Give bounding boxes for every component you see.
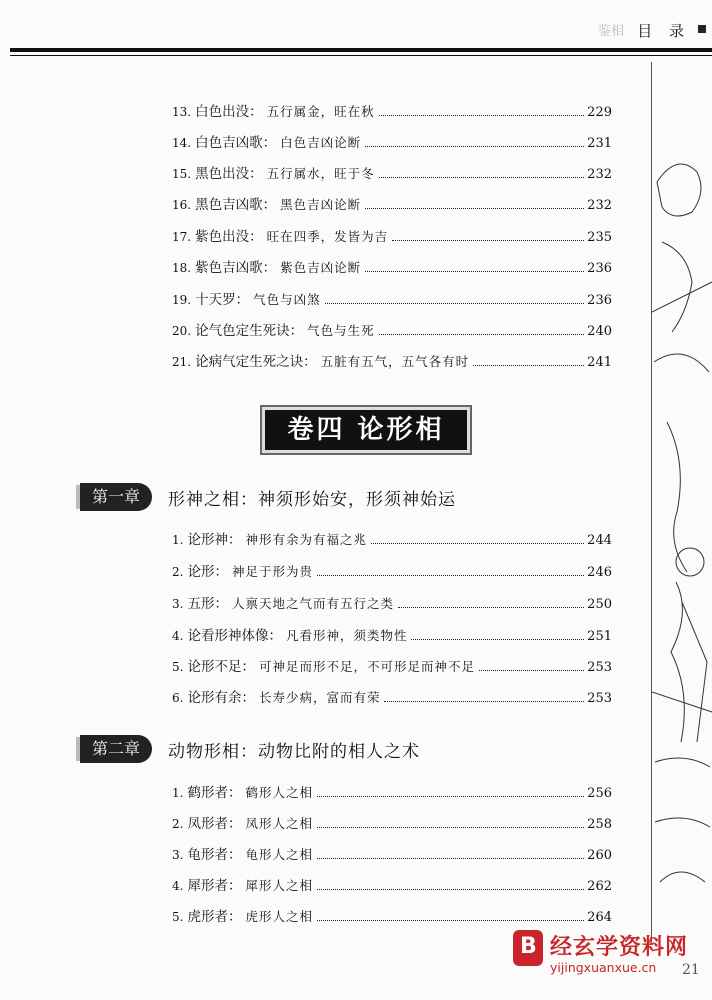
toc-number: 3. [172,848,184,862]
chapter-title: 形神之相：神须形始安，形须神始运 [168,489,456,510]
toc-subtitle: 龟形人之相 [245,847,313,862]
site-name[interactable]: 经玄学资料网 [550,935,689,960]
toc-page: 260 [587,848,612,863]
toc-entry[interactable] [172,560,612,580]
toc-subtitle: 犀形人之相 [245,878,313,893]
leader-dots [365,207,584,209]
toc-page: 258 [587,817,612,832]
toc-number: 18. [172,261,192,275]
toc-page: 236 [587,293,612,308]
toc-title: 鹤形者： [187,785,242,801]
toc-page: 246 [587,565,612,580]
leader-dots [411,638,584,640]
toc-number: 5. [172,660,184,674]
leader-dots [473,364,584,366]
toc-entry[interactable] [172,655,612,675]
toc-title: 五形： [187,596,228,612]
toc-entry[interactable] [172,319,612,339]
header-square-icon [698,25,706,33]
toc-subtitle: 神足于形为贵 [231,564,313,579]
toc-number: 13. [172,105,192,119]
toc-entry[interactable] [172,624,612,644]
toc-page: 251 [587,629,612,644]
toc-entry[interactable] [172,686,612,706]
top-rule-thin [10,55,712,56]
toc-page: 256 [587,786,612,801]
toc-entry[interactable] [172,162,612,182]
toc-page: 235 [587,230,612,245]
toc-subtitle: 旺在四季，发皆为吉 [266,229,389,244]
toc-entry[interactable] [172,812,612,832]
leader-dots [371,542,584,544]
toc-title: 紫色出没： [195,229,263,245]
toc-entry[interactable] [172,225,612,245]
leader-dots [379,333,585,335]
toc-entry[interactable] [172,193,612,213]
leader-dots [384,700,584,702]
toc-title: 犀形者： [187,878,242,894]
toc-entry[interactable] [172,131,612,151]
toc-number: 15. [172,167,192,181]
toc-subtitle: 紫色吉凶论断 [280,260,362,275]
leader-dots [317,919,584,921]
toc-page: 264 [587,910,612,925]
toc-entry[interactable] [172,528,612,548]
toc-entry[interactable] [172,905,612,925]
leader-dots [317,795,584,797]
leader-dots [365,145,584,147]
toc-title: 黑色出没： [195,166,263,182]
toc-title: 白色吉凶歌： [195,135,277,151]
chapter-badge: 第二章 [80,735,152,763]
leader-dots [398,606,584,608]
toc-entry[interactable] [172,256,612,276]
leader-dots [392,239,584,241]
leader-dots [317,888,584,890]
toc-number: 1. [172,786,184,800]
toc-subtitle: 鹤形人之相 [245,785,313,800]
toc-subtitle: 五行属金，旺在秋 [266,104,375,119]
toc-entry[interactable] [172,592,612,612]
toc-subtitle: 气色与生死 [307,323,375,338]
toc-subtitle: 五行属水，旺于冬 [266,166,375,181]
toc-subtitle: 人禀天地之气而有五行之类 [231,596,394,611]
leader-dots [379,176,585,178]
toc-title: 论形有余： [187,690,255,706]
toc-subtitle: 气色与凶煞 [253,292,321,307]
toc-subtitle: 黑色吉凶论断 [280,197,362,212]
toc-subtitle: 凡看形神，须类物性 [285,628,408,643]
toc-subtitle: 可神足而形不足，不可形足而神不足 [258,659,475,674]
toc-title: 虎形者： [187,909,242,925]
toc-number: 2. [172,817,184,831]
toc-page: 262 [587,879,612,894]
toc-page: 236 [587,261,612,276]
toc-number: 4. [172,879,184,893]
header-ghost-text: 鉴相 [598,24,625,39]
leader-dots [317,826,584,828]
toc-page: 232 [587,198,612,213]
toc-title: 黑色吉凶歌： [195,197,277,213]
leader-dots [365,270,584,272]
toc-title: 紫色吉凶歌： [195,260,277,276]
toc-title: 论病气定生死之诀： [195,354,317,370]
site-url[interactable]: yijingxuanxue.cn [550,960,657,975]
toc-page: 240 [587,324,612,339]
toc-number: 19. [172,293,192,307]
toc-number: 1. [172,533,184,547]
chapter-heading-2[interactable] [80,735,420,763]
toc-number: 2. [172,565,184,579]
toc-number: 17. [172,230,192,244]
chapter-badge: 第一章 [80,483,152,511]
toc-number: 3. [172,597,184,611]
toc-entry[interactable] [172,350,612,370]
toc-subtitle: 凤形人之相 [245,816,313,831]
page-number: 21 [682,962,700,978]
toc-subtitle: 长寿少病，富而有荣 [258,690,381,705]
toc-page: 229 [587,105,612,120]
toc-number: 21. [172,355,192,369]
toc-page: 253 [587,691,612,706]
toc-page: 232 [587,167,612,182]
toc-number: 5. [172,910,184,924]
chapter-heading-1[interactable] [80,483,456,511]
header-title: 目 录 [637,22,690,40]
leader-dots [317,857,584,859]
top-rule-thick [10,48,712,52]
toc-title: 论形神： [187,532,242,548]
toc-page: 250 [587,597,612,612]
toc-number: 16. [172,198,192,212]
toc-title: 白色出没： [195,104,263,120]
chapter-title: 动物形相：动物比附的相人之术 [168,741,420,762]
toc-number: 6. [172,691,184,705]
toc-title: 凤形者： [187,816,242,832]
toc-entry[interactable] [172,843,612,863]
toc-title: 十天罗： [195,292,250,308]
site-logo-letter: B [520,934,537,959]
site-logo-icon[interactable] [513,930,543,966]
leader-dots [379,114,585,116]
toc-subtitle: 虎形人之相 [245,909,313,924]
toc-title: 论看形神体像： [187,628,282,644]
toc-entry[interactable] [172,874,612,894]
toc-page: 244 [587,533,612,548]
leader-dots [479,669,584,671]
toc-title: 龟形者： [187,847,242,863]
toc-page: 253 [587,660,612,675]
toc-entry[interactable] [172,288,612,308]
toc-page: 241 [587,355,612,370]
volume-title: 卷四 论形相 [260,405,472,455]
side-illustration [651,62,712,942]
toc-entry[interactable] [172,100,612,120]
toc-number: 14. [172,136,192,150]
toc-title: 论形不足： [187,659,255,675]
toc-entry[interactable] [172,781,612,801]
leader-dots [325,302,585,304]
toc-number: 20. [172,324,192,338]
toc-subtitle: 神形有余为有福之兆 [245,532,367,547]
leader-dots [317,574,584,576]
toc-subtitle: 五脏有五气，五气各有时 [320,354,470,369]
toc-page: 231 [587,136,612,151]
toc-subtitle: 白色吉凶论断 [280,135,362,150]
toc-number: 4. [172,629,184,643]
toc-title: 论形： [187,564,228,580]
toc-title: 论气色定生死诀： [195,323,304,339]
